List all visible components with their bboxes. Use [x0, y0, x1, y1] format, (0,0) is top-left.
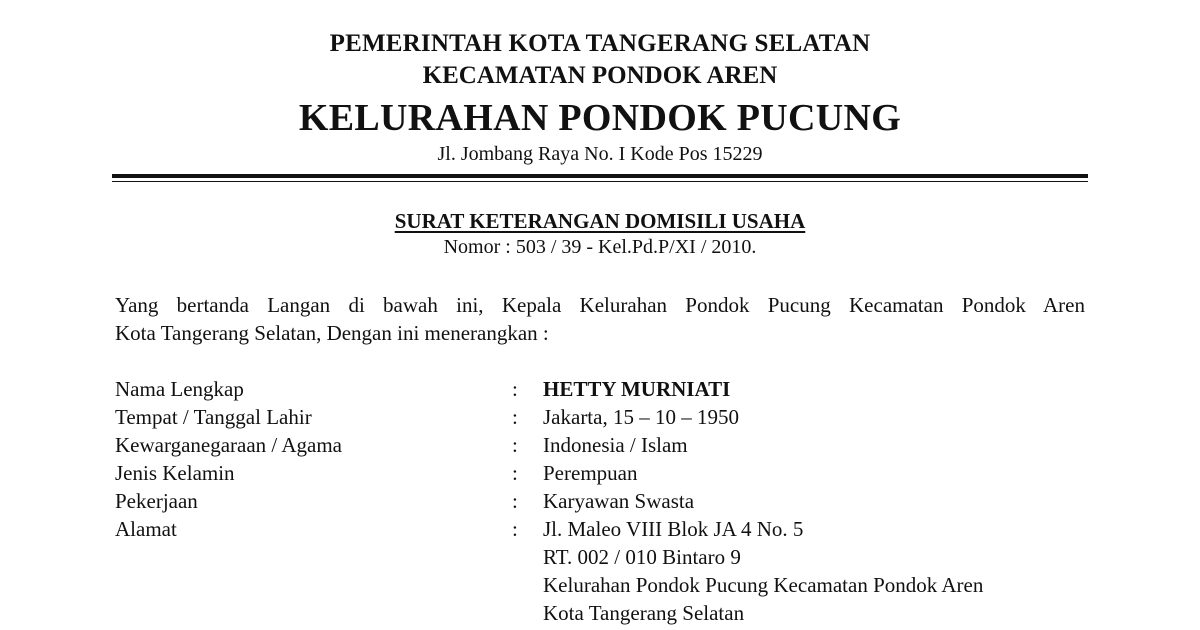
field-label: Jenis Kelamin: [115, 461, 235, 485]
field-value: Kelurahan Pondok Pucung Kecamatan Pondok Aren: [543, 573, 984, 597]
field-row-address: [115, 515, 1085, 543]
field-colon: :: [512, 489, 518, 513]
header-district: KECAMATAN PONDOK AREN: [422, 62, 778, 89]
address-line-3: [115, 571, 1085, 599]
header-government: PEMERINTAH KOTA TANGERANG SELATAN: [329, 30, 871, 57]
field-value: Karyawan Swasta: [543, 489, 695, 513]
field-value: RT. 002 / 010 Bintaro 9: [543, 545, 741, 569]
field-row-occupation: [115, 487, 1085, 515]
field-value: Jl. Maleo VIII Blok JA 4 No. 5: [543, 517, 804, 541]
intro-line-1: Yang bertanda Langan di bawah ini, Kepala Kelurahan Pondok Pucung Kecamatan Pondok Aren: [115, 293, 1085, 317]
field-row-birth: [115, 403, 1085, 431]
field-row-name: [115, 375, 1085, 403]
document-title: SURAT KETERANGAN DOMISILI USAHA: [394, 209, 806, 233]
field-colon: :: [512, 517, 518, 541]
intro-line-2: Kota Tangerang Selatan, Dengan ini menerangkan :: [115, 321, 549, 345]
intro-paragraph: [115, 291, 1085, 347]
field-row-gender: [115, 459, 1085, 487]
field-value: Jakarta, 15 – 10 – 1950: [543, 405, 739, 429]
header-village: KELURAHAN PONDOK PUCUNG: [298, 97, 902, 139]
field-value: Kota Tangerang Selatan: [543, 601, 745, 625]
header-divider-thick: [112, 174, 1088, 178]
field-row-citizenship: [115, 431, 1085, 459]
document-number: Nomor : 503 / 39 - Kel.Pd.P/XI / 2010.: [443, 236, 757, 258]
address-line-2: [115, 543, 1085, 571]
field-colon: :: [512, 461, 518, 485]
field-colon: :: [512, 377, 518, 401]
field-colon: :: [512, 433, 518, 457]
field-label: Pekerjaan: [115, 489, 198, 513]
field-value: Indonesia / Islam: [543, 433, 688, 457]
field-label: Nama Lengkap: [115, 377, 244, 401]
field-label: Alamat: [115, 517, 177, 541]
header-divider-thin: [112, 181, 1088, 182]
field-label: Kewarganegaraan / Agama: [115, 433, 343, 457]
field-label: Tempat / Tanggal Lahir: [115, 405, 312, 429]
address-line-4: [115, 599, 1085, 627]
header-address: Jl. Jombang Raya No. I Kode Pos 15229: [437, 143, 763, 165]
field-value: HETTY MURNIATI: [543, 377, 731, 401]
field-colon: :: [512, 405, 518, 429]
field-value: Perempuan: [543, 461, 638, 485]
